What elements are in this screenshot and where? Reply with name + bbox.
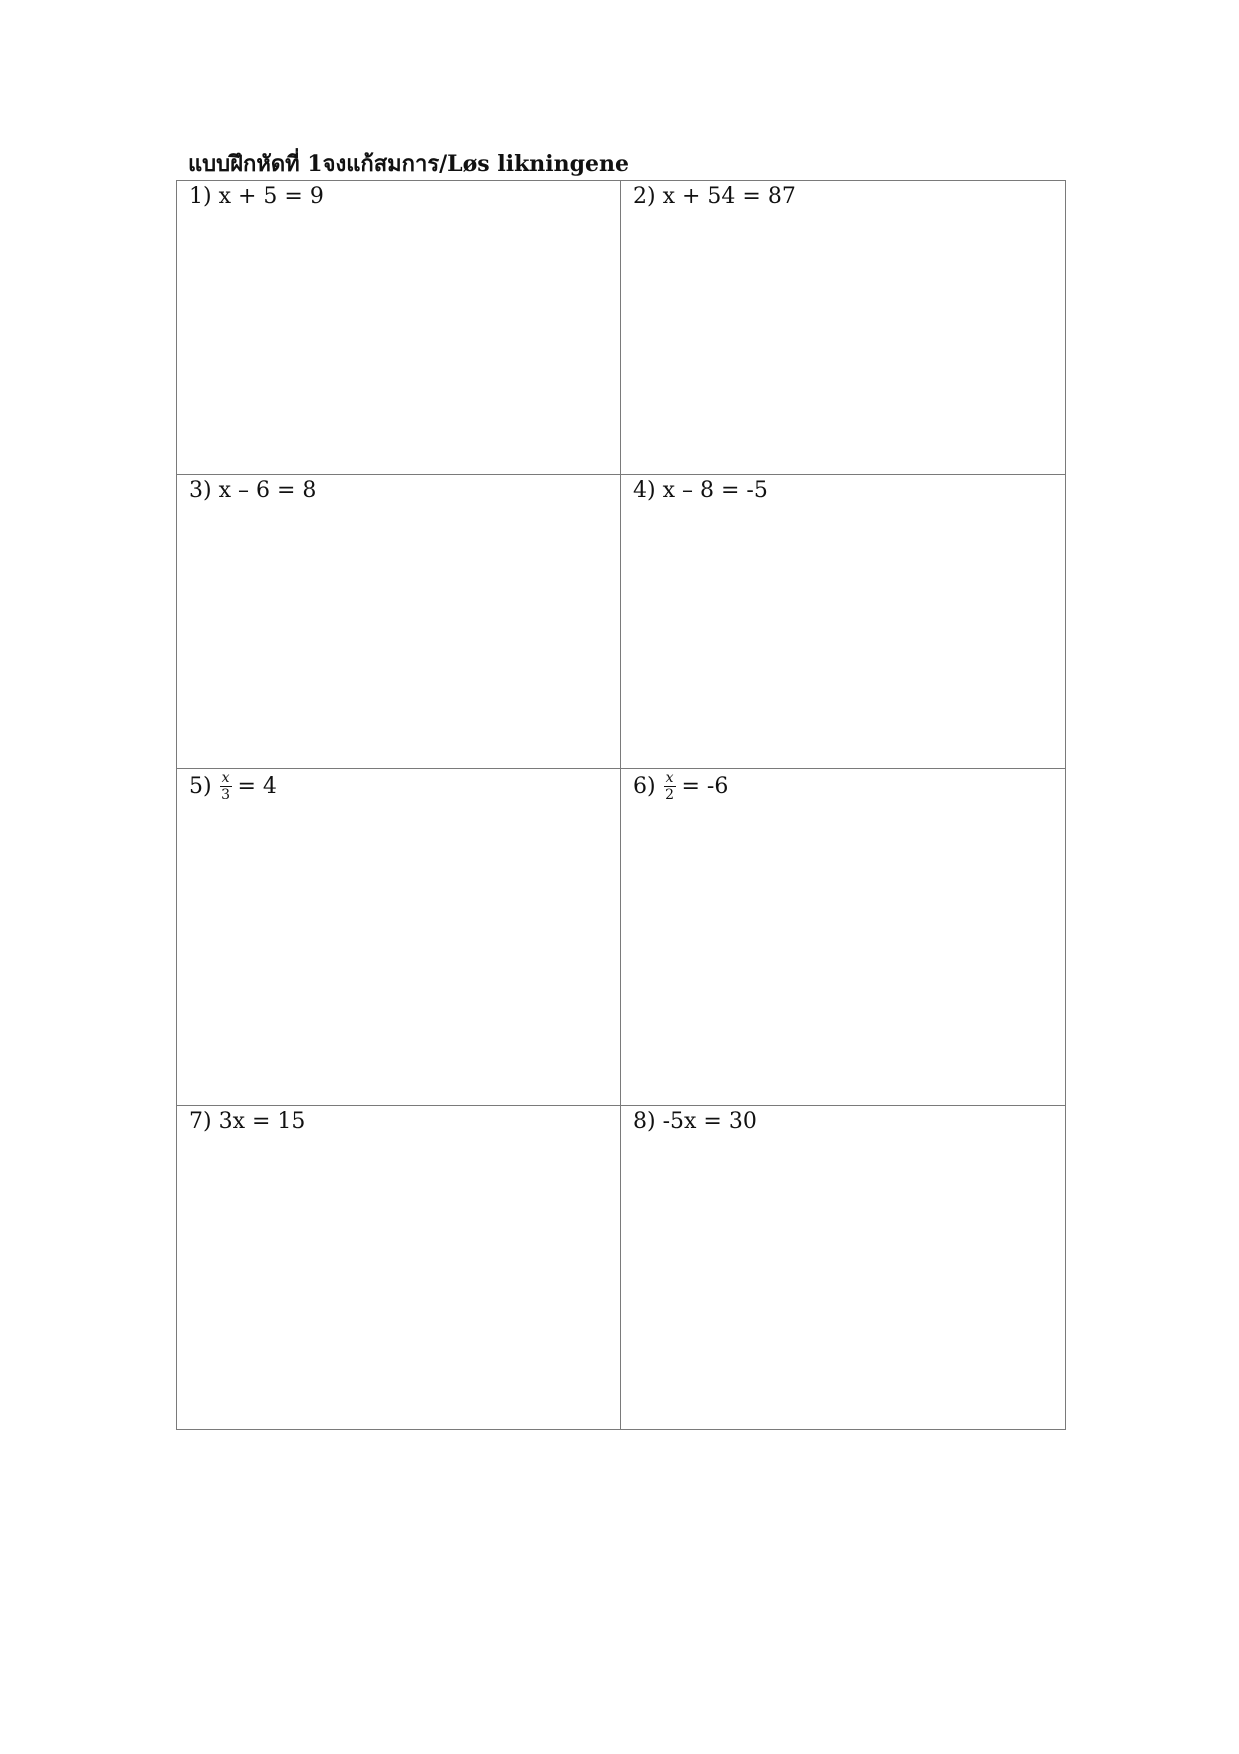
problem-cell-3[interactable] [177, 475, 621, 769]
fraction-denominator: 3 [221, 787, 230, 803]
problem-equation: x – 8 = -5 [662, 478, 768, 503]
problem-1 [189, 183, 324, 211]
fraction-numerator: x [665, 770, 674, 786]
problem-number: 7) [189, 1109, 212, 1134]
problem-number: 1) [189, 184, 212, 209]
problem-equation: 3x = 15 [218, 1109, 306, 1134]
fraction [664, 771, 676, 802]
problem-cell-7[interactable] [177, 1106, 621, 1429]
problem-cell-5[interactable] [177, 769, 621, 1106]
fraction-denominator: 2 [665, 787, 674, 803]
equation-rhs: = -6 [681, 773, 729, 799]
problem-number: 8) [633, 1109, 656, 1134]
problem-cell-6[interactable] [621, 769, 1065, 1106]
problem-5 [189, 771, 277, 802]
problem-number: 5) [189, 773, 212, 799]
equation-rhs: = 4 [237, 773, 277, 799]
problem-number: 6) [633, 773, 656, 799]
problem-cell-4[interactable] [621, 475, 1065, 769]
problem-4 [633, 477, 768, 505]
problem-8 [633, 1108, 757, 1136]
exercise-grid [176, 180, 1066, 1430]
problem-3 [189, 477, 316, 505]
problem-number: 2) [633, 184, 656, 209]
problem-6 [633, 771, 728, 802]
problem-number: 4) [633, 478, 656, 503]
fraction [220, 771, 232, 802]
problem-equation: -5x = 30 [662, 1109, 757, 1134]
problem-equation: x – 6 = 8 [218, 478, 317, 503]
page-title: แบบฝึกหัดที่ 1จงแก้สมการ/Løs likningene [188, 151, 630, 177]
problem-7 [189, 1108, 305, 1136]
problem-2 [633, 183, 796, 211]
problem-cell-2[interactable] [621, 181, 1065, 475]
problem-equation: x + 54 = 87 [662, 184, 796, 209]
problem-equation: x + 5 = 9 [218, 184, 324, 209]
problem-number: 3) [189, 478, 212, 503]
problem-cell-1[interactable] [177, 181, 621, 475]
problem-cell-8[interactable] [621, 1106, 1065, 1429]
fraction-numerator: x [221, 770, 230, 786]
